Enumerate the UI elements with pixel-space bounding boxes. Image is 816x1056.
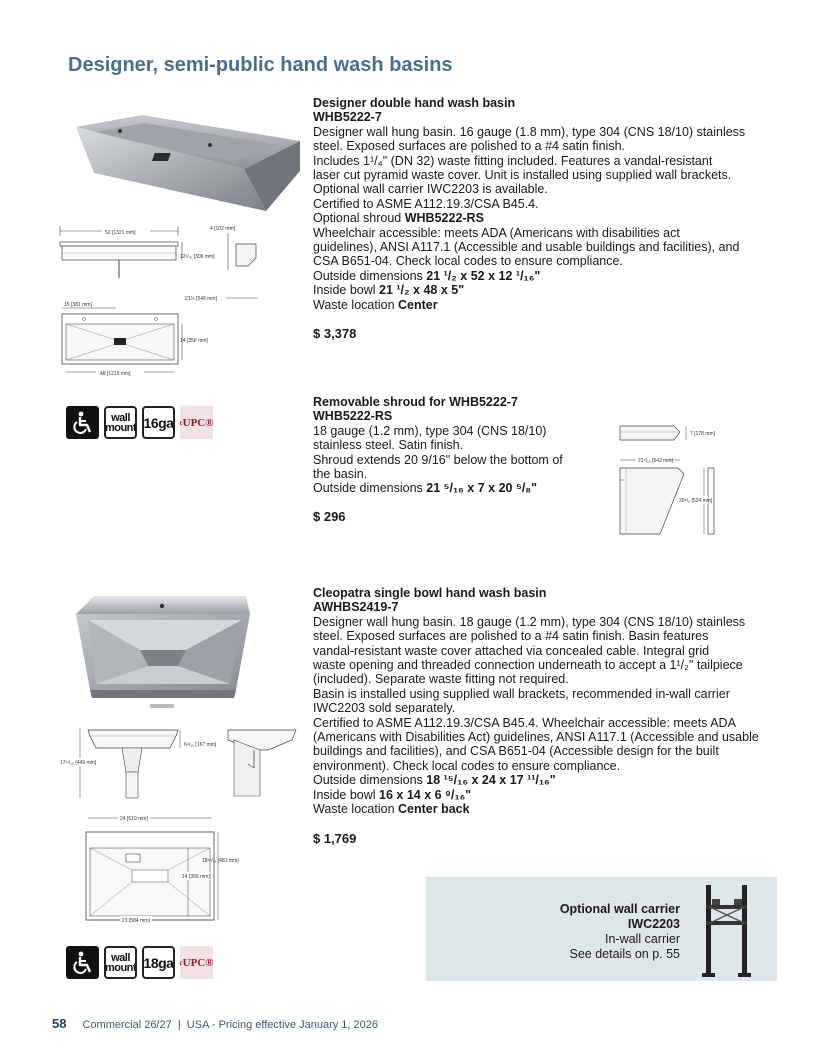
feature-icons-row [66, 406, 213, 439]
waste-label: Waste location [313, 802, 398, 817]
description-line: vandal-resistant waste cover attached via concealed cable. Integral grid [313, 643, 710, 658]
description-line: CSA B651-04. Check local codes to ensure compliance. [313, 254, 623, 269]
dim-top-width: 24 [610 mm] [120, 816, 148, 822]
inside-value: 16 x 14 x 6 ⁹/₁₆" [379, 787, 472, 802]
upc-text: UPC [182, 956, 206, 969]
description-line: steel. Exposed surfaces are polished to a #4 satin finish. Basin features [313, 629, 709, 644]
description-line: 18 gauge (1.2 mm), type 304 (CNS 18/10) [313, 423, 547, 438]
inside-label: Inside bowl [313, 787, 380, 802]
outside-dimensions [313, 773, 759, 787]
description-line: Basin is installed using supplied wall brackets, recommended in-wall carrier [313, 686, 730, 701]
outside-dimensions [313, 269, 745, 283]
waste-label: Waste location [313, 297, 398, 312]
wall-mount-line2: mount [104, 961, 137, 974]
dim-shroud-width: 21⁵/₁₆ [542 mm] [638, 458, 673, 464]
dim-bottom-width: 23 [584 mm] [122, 918, 150, 924]
dim-bowl-offset: 15 [381 mm] [64, 302, 92, 308]
price-double-basin: $ 3,378 [313, 326, 357, 341]
dim-depth: 4 [102 mm] [210, 226, 236, 232]
outside-label: Outside dimensions [313, 268, 427, 283]
dim-overall-height: 17¹¹/₁₆ [449 mm] [60, 760, 97, 766]
upc-certified-icon [180, 406, 213, 439]
wall-mount-line1: wall [111, 411, 130, 424]
carrier-model: IWC2203 [627, 917, 680, 931]
dim-top-width: 52 [1321 mm] [105, 230, 136, 236]
description-line: Includes 1¹/₄" (DN 32) waste fitting included. Features a vandal-resistant [313, 153, 713, 168]
cleopatra-side-drawing [58, 724, 298, 808]
description-line: (Americans with Disabilities Act) guidelines, ANSI A117.1 (Accessible and usable [313, 730, 759, 745]
double-basin-front-drawing [58, 222, 258, 284]
description-line: Shroud extends 20 9/16" below the bottom of [313, 452, 563, 467]
inside-value: 21 ¹/₂ x 48 x 5" [379, 283, 465, 298]
product-name: Designer double hand wash basin [313, 96, 516, 110]
outside-value: 21 ⁵/₁₆ x 7 x 20 ⁵/₈" [426, 481, 538, 496]
wall-carrier-image [698, 883, 758, 979]
optional-shroud-line [313, 211, 745, 225]
upc-suffix: ® [205, 956, 214, 969]
page-number: 58 [52, 1016, 67, 1031]
dim-shroud-height: 7 [178 mm] [690, 431, 716, 437]
wall-mount-icon [104, 946, 137, 979]
wheelchair-accessible-icon [66, 406, 99, 439]
gauge-icon [142, 406, 175, 439]
product-cleopatra-basin [313, 586, 759, 817]
gauge-label: 18ga [143, 954, 174, 971]
wheelchair-accessible-icon [66, 946, 99, 979]
product-shroud [313, 395, 563, 496]
description-line: laser cut pyramid waste cover. Unit is installed using supplied wall brackets. [313, 168, 732, 183]
gauge-label: 16ga [143, 414, 174, 431]
waste-value: Center back [398, 802, 470, 817]
dim-shroud-drop: 20⁵/₈ [524 mm] [679, 498, 713, 504]
carrier-title: Optional wall carrier [559, 902, 680, 916]
shroud-drawing [606, 418, 716, 536]
wall-mount-icon [104, 406, 137, 439]
double-basin-plan-drawing [48, 288, 258, 382]
page-title: Designer, semi-public hand wash basins [68, 54, 453, 76]
upc-prefix: c [179, 418, 183, 427]
shroud-model: WHB5222-RS [404, 211, 484, 226]
description-line: Designer wall hung basin. 16 gauge (1.8 mm), type 304 (CNS 18/10) stainless [313, 124, 746, 139]
page-footer [52, 1016, 378, 1031]
price-cleopatra-basin: $ 1,769 [313, 831, 357, 846]
upc-prefix: c [179, 958, 183, 967]
description-line: Certified to ASME A112.19.3/CSA B45.4. Wheelchair accessible: meets ADA [313, 715, 736, 730]
dim-bowl-height: 6⁹/₁₆ [167 mm] [184, 742, 217, 748]
product-model: AWHBS2419-7 [313, 600, 399, 615]
description-line: Optional wall carrier IWC2203 is available. [313, 182, 548, 197]
description-line: guidelines), ANSI A117.1 (Accessible and usable buildings and facilities), and [313, 240, 740, 255]
double-basin-photo [68, 95, 300, 220]
upc-suffix: ® [205, 416, 214, 429]
description-line: buildings and facilities), and CSA B651-04 (Accessible design for the built [313, 744, 719, 759]
description-line: Certified to ASME A112.19.3/CSA B45.4. [313, 196, 539, 211]
product-name: Removable shroud for WHB5222-7 [313, 395, 518, 409]
feature-icons-row [66, 946, 213, 979]
inside-bowl [313, 788, 759, 802]
dim-bowl-depth: 14 [356 mm] [180, 338, 208, 344]
product-model: WHB5222-7 [313, 110, 382, 125]
carrier-text [560, 902, 680, 962]
description-line: Designer wall hung basin. 18 gauge (1.2 mm), type 304 (CNS 18/10) stainless [313, 614, 746, 629]
dim-inside-depth: 14 [356 mm] [182, 874, 210, 880]
outside-label: Outside dimensions [313, 481, 427, 496]
dim-depth: 18¹⁵/₁₆ [481 mm] [202, 858, 239, 864]
description-line: stainless steel. Satin finish. [313, 438, 464, 453]
upc-certified-icon [180, 946, 213, 979]
cleopatra-basin-photo [66, 588, 256, 714]
outside-value: 21 ¹/₂ x 52 x 12 ¹/₁₆" [426, 268, 541, 283]
carrier-subtitle: In-wall carrier [604, 932, 680, 946]
waste-value: Center [398, 297, 438, 312]
dim-side-depth: 21½ [546 mm] [185, 296, 217, 302]
waste-location [313, 298, 745, 312]
description-line: the basin. [313, 467, 368, 482]
outside-dimensions [313, 481, 563, 495]
outside-value: 18 ¹⁵/₁₆ x 24 x 17 ¹¹/₁₆" [426, 773, 556, 788]
upc-label: UPC [182, 416, 206, 429]
description-line: (included). Separate waste fitting not required. [313, 672, 569, 687]
inside-label: Inside bowl [313, 283, 380, 298]
shroud-label: Optional shroud [313, 211, 405, 226]
product-name: Cleopatra single bowl hand wash basin [313, 586, 547, 600]
waste-location [313, 802, 759, 816]
gauge-icon [142, 946, 175, 979]
cleopatra-plan-drawing [80, 812, 290, 928]
optional-wall-carrier-panel [426, 877, 777, 981]
price-shroud: $ 296 [313, 509, 346, 524]
product-double-basin [313, 96, 745, 312]
description-line: waste opening and threaded connection underneath to accept a 1¹/₂" tailpiece [313, 658, 743, 673]
description-line: steel. Exposed surfaces are polished to a #4 satin finish. [313, 139, 625, 154]
description-line: IWC2203 sold separately. [313, 701, 456, 716]
dim-bowl-width: 48 [1219 mm] [100, 371, 131, 377]
description-line: Wheelchair accessible: meets ADA (Americans with disabilities act [313, 225, 680, 240]
inside-bowl [313, 283, 745, 297]
footer-text: Commercial 26/27 | USA - Pricing effective January 1, 2026 [82, 1019, 378, 1031]
wall-mount-line1: wall [111, 951, 130, 964]
description-line: environment). Check local codes to ensure compliance. [313, 758, 621, 773]
outside-label: Outside dimensions [313, 773, 427, 788]
product-model: WHB5222-RS [313, 409, 393, 424]
carrier-details-link[interactable]: See details on p. 55 [569, 947, 680, 961]
dim-height: 12¹/₁₆ [306 mm] [180, 254, 215, 260]
wall-mount-line2: mount [104, 421, 137, 434]
